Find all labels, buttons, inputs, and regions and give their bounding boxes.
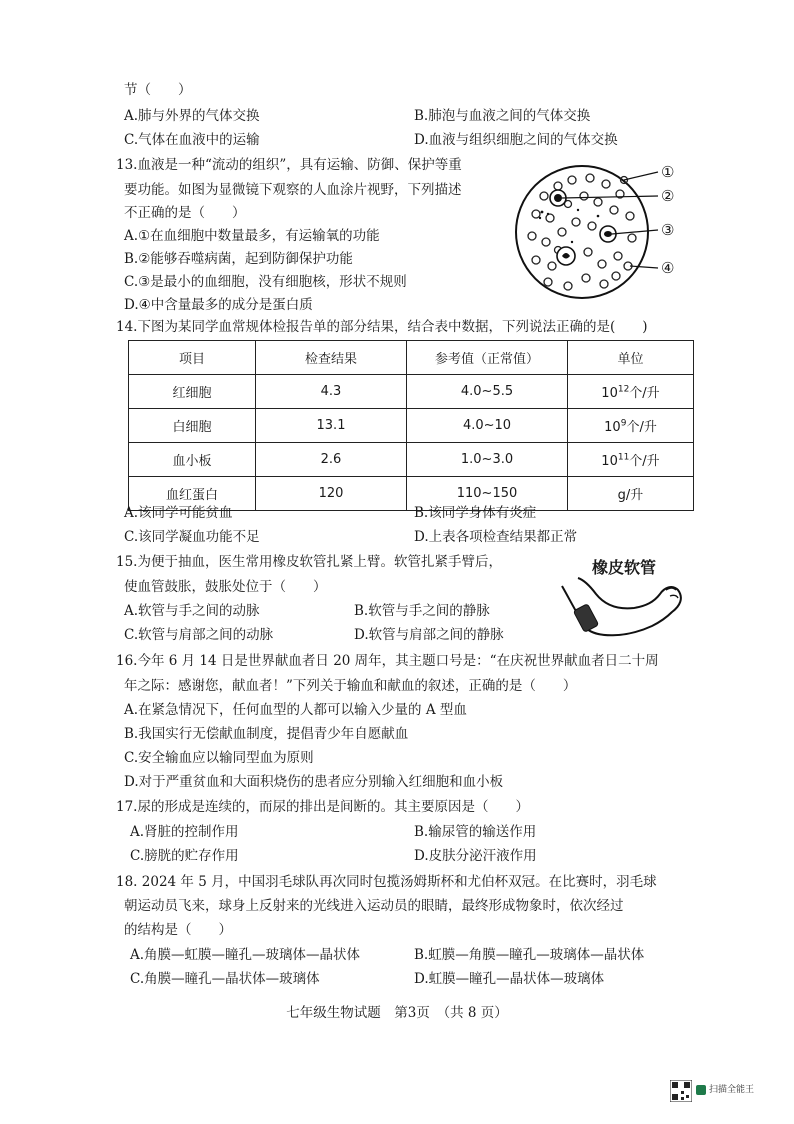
q17-option-a: A.肾脏的控制作用 [130,824,239,840]
unit-base: 10 [604,420,621,435]
unit-tail: g/升 [617,488,644,503]
table-cell: 120 [256,477,407,511]
table-cell: 红细胞 [129,375,256,409]
q17-stem: 17.尿的形成是连续的，而尿的排出是间断的。其主要原因是（ ） [116,799,529,815]
page-footer: 七年级生物试题 第3页 （共 8 页） [286,1005,508,1021]
q15-stem-line1: 15.为便于抽血，医生常用橡皮软管扎紧上臂。软管扎紧手臂后， [116,554,502,570]
table-cell: 13.1 [256,409,407,443]
table-header: 参考值（正常值） [407,341,568,375]
q14-option-b: B.该同学身体有炎症 [414,505,537,521]
q14-option-a: A.该同学可能贫血 [124,505,233,521]
q16-option-c: C.安全输血应以输同型血为原则 [124,750,314,766]
q13-option-c: C.③是最小的血细胞，没有细胞核，形状不规则 [124,274,407,290]
q14-option-c: C.该同学凝血功能不足 [124,529,260,545]
q13-option-b: B.②能够吞噬病菌，起到防御保护功能 [124,251,353,267]
unit-base: 10 [601,386,618,401]
q15-option-a: A.软管与手之间的动脉 [124,603,260,619]
q15-option-c: C.软管与肩部之间的动脉 [124,627,274,643]
table-cell: 血红蛋白 [129,477,256,511]
figure-label-2: ② [661,187,675,205]
q16-stem-line2: 年之际：感谢您，献血者！”下列关于输血和献血的叙述，正确的是（ ） [124,678,577,694]
table-row [129,443,694,477]
q17-option-d: D.皮肤分泌汗液作用 [414,848,537,864]
table-cell [568,409,694,443]
unit-tail: 个/升 [629,454,660,469]
table-row [129,409,694,443]
unit-base: 10 [601,454,618,469]
q16-option-a: A.在紧急情况下，任何血型的人都可以输入少量的 A 型血 [124,702,467,718]
q12-stem-tail: 节（ ） [124,82,192,98]
table-cell: 血小板 [129,443,256,477]
table-header-row [129,341,694,375]
unit-exponent: 9 [620,418,627,429]
figure-label-3: ③ [661,221,675,239]
qr-code-icon [670,1080,692,1102]
table-cell: 4.0~5.5 [407,375,568,409]
table-cell: 110~150 [407,477,568,511]
table-cell [568,443,694,477]
table-header: 项目 [129,341,256,375]
table-cell: 4.0~10 [407,409,568,443]
table-cell [568,477,694,511]
tourniquet-label: 橡皮软管 [592,558,657,577]
scanner-watermark-text: 扫描全能王 [709,1085,755,1095]
q15-stem-line2: 使血管鼓胀，鼓胀处位于（ ） [124,579,327,595]
q18-option-d: D.虹膜—瞳孔—晶状体—玻璃体 [414,971,605,987]
table-cell: 白细胞 [129,409,256,443]
q12-option-d: D.血液与组织细胞之间的气体交换 [414,132,618,148]
q18-option-b: B.虹膜—角膜—瞳孔—玻璃体—晶状体 [414,947,645,963]
q16-option-b: B.我国实行无偿献血制度，提倡青少年自愿献血 [124,726,409,742]
table-row [129,375,694,409]
q16-option-d: D.对于严重贫血和大面积烧伤的患者应分别输入红细胞和血小板 [124,774,504,790]
arm-tourniquet-figure [556,576,688,642]
table-cell [568,375,694,409]
unit-exponent: 11 [617,452,630,463]
q12-option-c: C.气体在血液中的运输 [124,132,260,148]
q18-stem-line1: 18. 2024 年 5 月，中国羽毛球队再次同时包揽汤姆斯杯和尤伯杯双冠。在比赛时，羽毛球 [116,874,657,890]
q14-stem: 14.下图为某同学血常规体检报告单的部分结果，结合表中数据，下列说法正确的是( ) [116,319,648,335]
scanner-logo-icon [696,1085,706,1095]
figure-label-1: ① [661,163,675,181]
q17-option-b: B.输尿管的输送作用 [414,824,537,840]
q13-stem-line3: 不正确的是（ ） [124,205,246,221]
q16-stem-line1: 16.今年 6 月 14 日是世界献血者日 20 周年，其主题口号是：“在庆祝世界献血者日二十周 [116,653,659,669]
q17-option-c: C.膀胱的贮存作用 [130,848,239,864]
q18-stem-line2: 朝运动员飞来，球身上反射来的光线进入运动员的眼睛，最终形成物象时，依次经过 [124,898,624,914]
q18-option-c: C.角膜—瞳孔—晶状体—玻璃体 [130,971,320,987]
q13-option-a: A.①在血细胞中数量最多，有运输氧的功能 [124,228,380,244]
table-cell: 4.3 [256,375,407,409]
q12-option-b: B.肺泡与血液之间的气体交换 [414,108,591,124]
q18-option-a: A.角膜—虹膜—瞳孔—玻璃体—晶状体 [130,947,361,963]
q14-option-d: D.上表各项检查结果都正常 [414,529,578,545]
q15-option-b: B.软管与手之间的静脉 [354,603,490,619]
q18-stem-line3: 的结构是（ ） [124,922,232,938]
q13-stem-line1: 13.血液是一种“流动的组织”，具有运输、防御、保护等重 [116,157,462,173]
q12-option-a: A.肺与外界的气体交换 [124,108,260,124]
unit-tail: 个/升 [629,386,660,401]
q13-option-d: D.④中含量最多的成分是蛋白质 [124,297,313,313]
figure-label-4: ④ [661,259,675,277]
unit-exponent: 12 [617,384,630,395]
blood-report-table [128,340,694,511]
q15-option-d: D.软管与肩部之间的静脉 [354,627,504,643]
scanner-watermark [696,1082,754,1095]
table-header: 检查结果 [256,341,407,375]
table-header: 单位 [568,341,694,375]
unit-tail: 个/升 [626,420,657,435]
q13-stem-line2: 要功能。如图为显微镜下观察的人血涂片视野，下列描述 [124,182,462,198]
table-cell: 1.0~3.0 [407,443,568,477]
table-cell: 2.6 [256,443,407,477]
